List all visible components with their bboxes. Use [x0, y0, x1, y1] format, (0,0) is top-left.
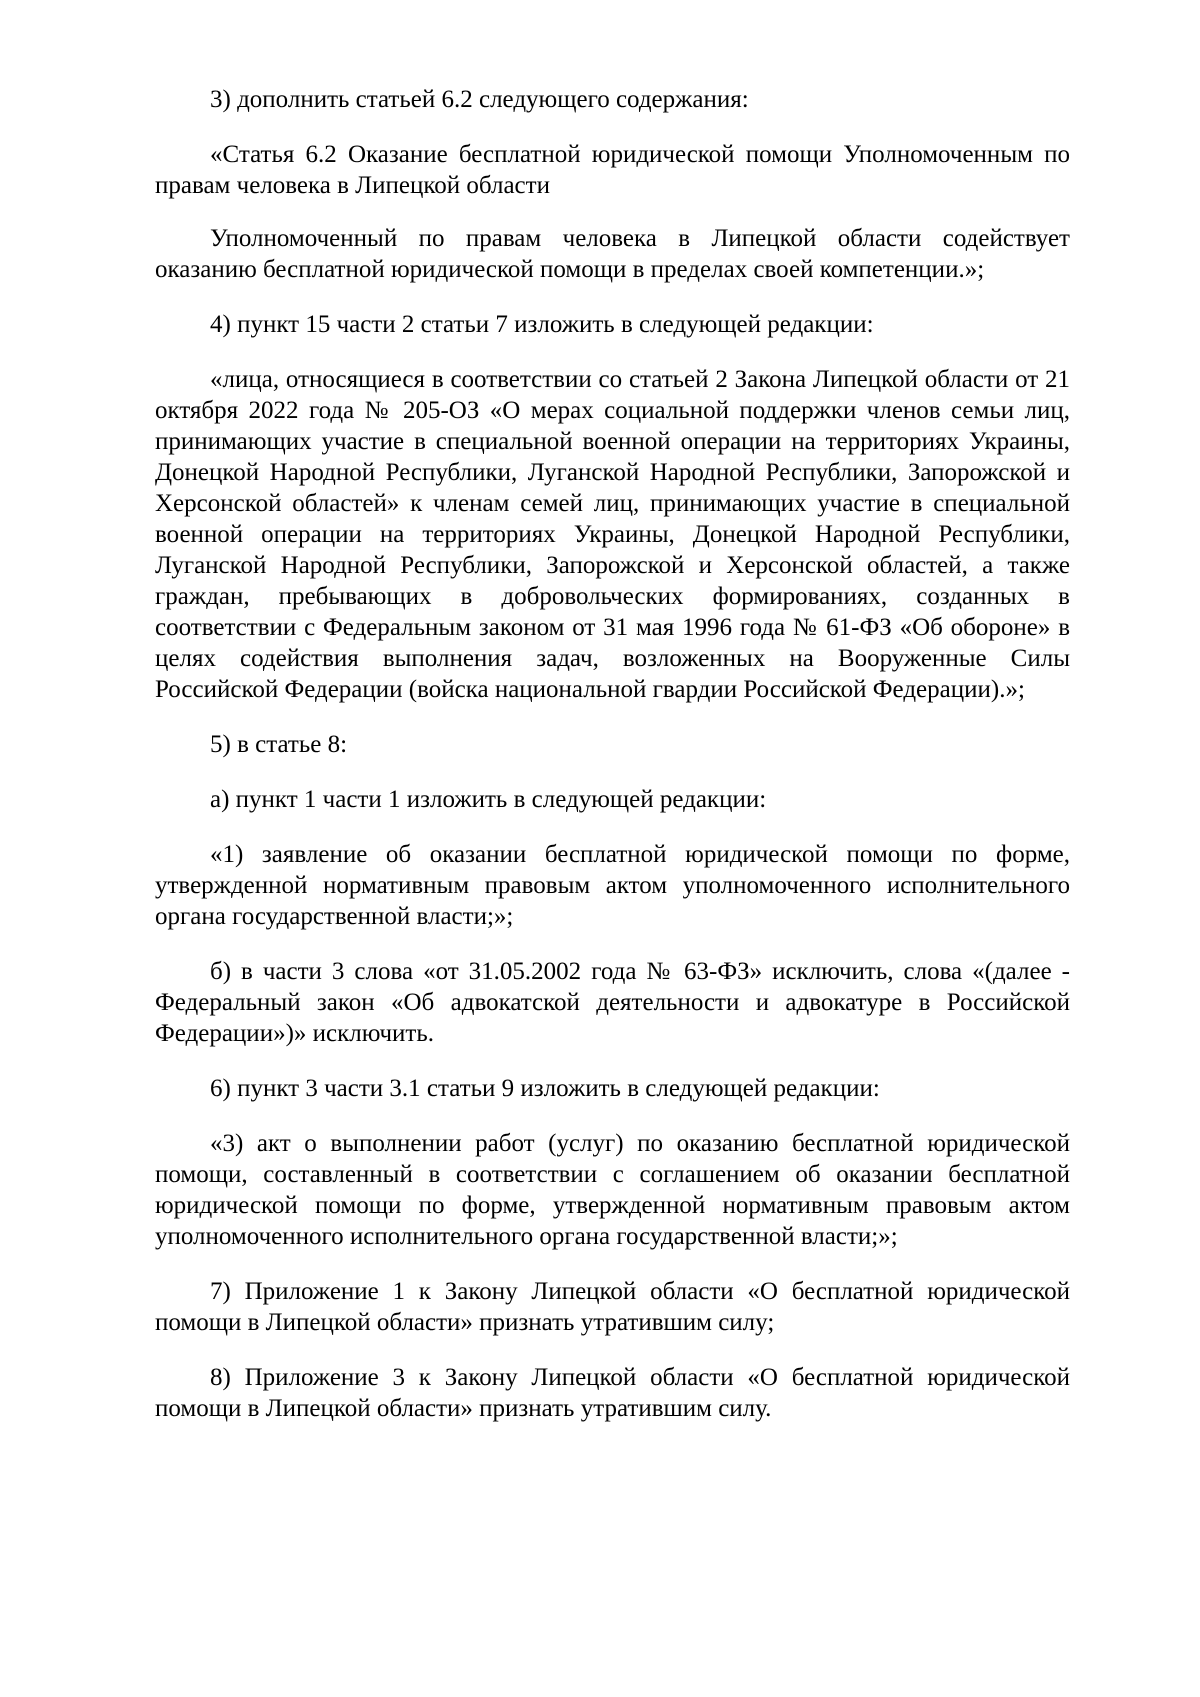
paragraph-item-5a-text: «1) заявление об оказании бесплатной юридической помощи по форме, утвержденной нормативным правовым актом уполномоченного исполнительного органа государственной власти;»;: [155, 841, 1070, 930]
paragraph-item-5b: б) в части 3 слова «от 31.05.2002 года № 63-ФЗ» исключить, слова «(далее - Федеральный закон «Об адвокатской деятельности и адвокатуре в Российской Федерации»)» исключить.: [155, 958, 1070, 1047]
paragraph-item-7: 7) Приложение 1 к Закону Липецкой области «О бесплатной юридической помощи в Липецкой области» признать утратившим силу;: [155, 1278, 1070, 1336]
paragraph-item-4: 4) пункт 15 части 2 статьи 7 изложить в следующей редакции:: [210, 311, 874, 338]
paragraph-item-6: 6) пункт 3 части 3.1 статьи 9 изложить в следующей редакции:: [210, 1075, 880, 1102]
paragraph-article-6-2-body: Уполномоченный по правам человека в Липецкой области содействует оказанию бесплатной юридической помощи в пределах своей компетенции.»;: [155, 225, 1070, 283]
paragraph-article-6-2-title: «Статья 6.2 Оказание бесплатной юридической помощи Уполномоченным по правам человека в Липецкой области: [155, 141, 1070, 199]
paragraph-item-8: 8) Приложение 3 к Закону Липецкой области «О бесплатной юридической помощи в Липецкой области» признать утратившим силу.: [155, 1364, 1070, 1422]
paragraph-item-6-text: «3) акт о выполнении работ (услуг) по оказанию бесплатной юридической помощи, составленный в соответствии с соглашением об оказании бесплатной юридической помощи по форме, утвержденной нормативным правовым актом уполномоченного исполнительного органа государственной власти;»;: [155, 1130, 1070, 1250]
paragraph-item-4-text: «лица, относящиеся в соответствии со статьей 2 Закона Липецкой области от 21 октября 2022 года № 205-ОЗ «О мерах социальной поддержки членов семьи лиц, принимающих участие в специальной военной операции на территориях Украины, Донецкой Народной Республики, Луганской Народной Республики, Запорожской и Херсонской областей» к членам семей лиц, принимающих участие в специальной военной операции на территориях Украины, Донецкой Народной Республики, Луганской Народной Республики, Запорожской и Херсонской областей, а также граждан, пребывающих в добровольческих формированиях, созданных в соответствии с Федеральным законом от 31 мая 1996 года № 61-ФЗ «Об обороне» в целях содействия выполнения задач, возложенных на Вооруженные Силы Российской Федерации (войска национальной гвардии Российской Федерации).»;: [155, 366, 1070, 703]
paragraph-item-3: 3) дополнить статьей 6.2 следующего содержания:: [210, 86, 749, 113]
document-page: [155, 84, 1070, 1448]
paragraph-item-5a: а) пункт 1 части 1 изложить в следующей редакции:: [210, 786, 767, 813]
paragraph-item-5: 5) в статье 8:: [210, 731, 348, 758]
